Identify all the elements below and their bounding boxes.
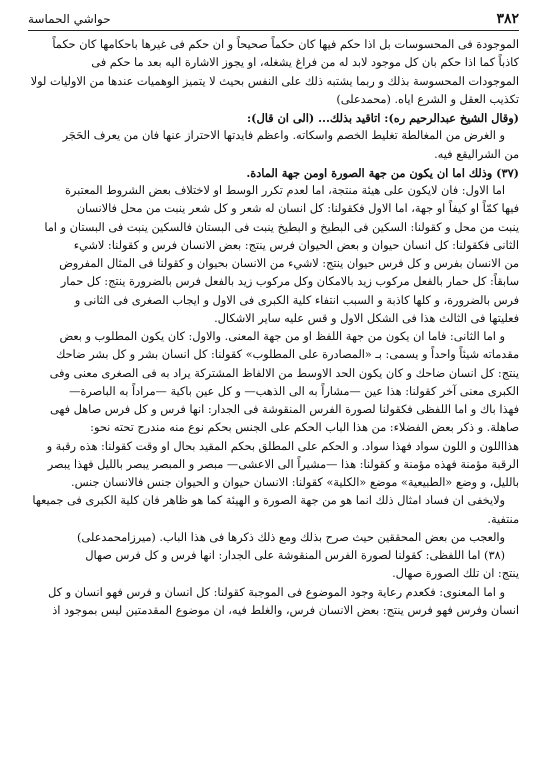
page-body [26,36,519,766]
text-line: الكبرى معنى آخر كقولنا: هذا عين —مشاراً به الى الذهب— و كل عين باكية —مراداً به الباصرة— [69,384,519,398]
page-header [28,8,519,31]
text-line: صاهلة. و ذكر بعض الفضلاء: من هذا الباب الحكم على الجنس بحكم نوع منه مندرج تحته نحو: [90,421,519,435]
text-line: (٣٨) اما اللفظى: كقولنا لصورة الفرس المنقوشة على الجدار: انها فرس و كل فرس صهال [85,549,505,562]
text-line: و اما المعنوى: فكعدم رعاية وجود الموضوع فى الموجبة كقولنا: كل انسان و فرس فهو انسان و كل [48,585,505,599]
text-line: فيها كمّاً او كيفاً او جهة، اما الاول فكقولنا: كل انسان له شعر و كل شعر ينبت من محل فالانسان [76,202,519,216]
text-line: انسان وفرس فهو فرس ينتج: بعض الانسان فرس، والغلط فيه، ان موضوع المقدمتين ليس بموجود اذ [52,603,519,617]
text-line: و الغرض من المغالطة تغليط الخصم واسكاته. واعظم فايدتها الاحتراز عنها فان من يعرف الحَجَر [62,129,505,143]
running-title: حواشي الحماسة [28,12,111,26]
text-line: فهذا باك و اما اللفظى فكقولنا لصورة الفرس المنقوشة فى الجدار: انها فرس و كل فرس صاهل فهى [49,403,519,416]
text-line: الموجودات المحسوسة بذلك و ربما يشتبه ذلك على النفس بحيث لا يتميز الوهميات عندها من الاوليات لولا [30,74,519,88]
text-line: والعجب من بعض المحققين حيث صرح بذلك ومع ذلك ذكرها فى هذا الباب. (ميرزامحمدعلى) [77,530,505,544]
text-line: كاذباً كما اذا حكم بان كل موجود لابد له من فراغ يشغله، او يجوز الاشارة اليه بعد ما حكم فى [91,56,519,70]
text-line: تكذيب العقل و الشرع اياه. (محمدعلى) [336,92,519,106]
text-line: هذااللون و اللون سواد فهذا سواد. و الحكم على المطلق بحكم المقيد بحال او وقت كقولنا: هذه رقبة و [46,439,519,453]
text-line: مقدماته شيئاً واحداً و يسمى: بـ «المصادرة على المطلوب» كقولنا: كل انسان بشر و كل بشر ضاحك [55,348,519,362]
text-line: سابقاً: كل حمار بالفعل مركوب زيد بالامكان وكل مركوب زيد بالفعل فرس بالضرورة ينتج: كل حمار [60,275,519,289]
text-line: من الشراليقع فيه. [434,147,519,161]
text-line: ينتج: ان تلك الصورة صهال. [392,567,519,581]
text-line: الثانى فكقولنا: كل انسان حيوان و بعض الحيوان فرس ينتج: بعض الانسان فرس و كقولنا: لاشيء [73,238,519,252]
text-line: و اما الثانى: فاما ان يكون من جهة اللفظ او من جهة المعنى. والاول: كان يكون المطلوب و بعض [59,330,505,343]
text-line: ولايخفى ان فساد امثال ذلك انما هو من جهة الصورة و الهيئة كما هو ظاهر فان كلية الكبرى فى جميعها [32,494,505,508]
text-line: (٣٧) وذلك اما ان يكون من جهة الصورة اومن جهة المادة. [246,165,519,180]
text-line: فعليتها فى الثالث هذا فى الشكل الاول و قس عليه ساير الاشكال. [214,311,519,325]
text-line: من الانسان بفرس و كل فرس حيوان ينتج: لاشيء من الانسان بحيوان و كقولنا فى المثال المفروض [59,257,519,270]
text-line: بالليل، و وضع «الطبيعية» موضع «الكلية» كقولنا: الانسان حيوان و الحيوان جنس فالانسان جنس. [71,476,519,489]
text-line: ينبت من محل و كقولنا: السكين فى البطيخ و البطيخ ينبت فى البستان فالسكين ينبت فى البستان و اما [44,220,519,234]
text-line: (وقال الشيخ عبدالرحيم ره): اتاقيد بذلك... (الى ان قال): [246,111,519,125]
text-line: فرس بالضرورة، و كلها كاذبة و السبب انتفاء كلية الكبرى فى الاول و ايجاب الصغرى فى الثانى و [74,293,519,307]
text-line: الموجودة فى المحسوسات بل اذا حكم فيها كان حكماً صحيحاً و ان حكم فى غيرها باحكامها كان حكماً [52,38,519,51]
text-line: الرقبة مؤمنة فهذه مؤمنة و كقولنا: هذا —مشيراً الى الاعشى— مبصر و المبصر يبصر بالليل فهذا يبصر [47,457,519,471]
page-number: ٣٨٢ [496,11,519,27]
text-line: اما الاول: فان لايكون على هيئة منتجة، اما لعدم تكرر الوسط او لاختلاف بعض الشروط المعتبرة [65,184,505,197]
text-line: ينتج: كل انسان ضاحك و كان يكون الحد الاوسط من الالفاظ المشتركة يراد به فى الصغرى معنى وفى [49,366,519,380]
text-line: منتفية. [487,512,519,526]
